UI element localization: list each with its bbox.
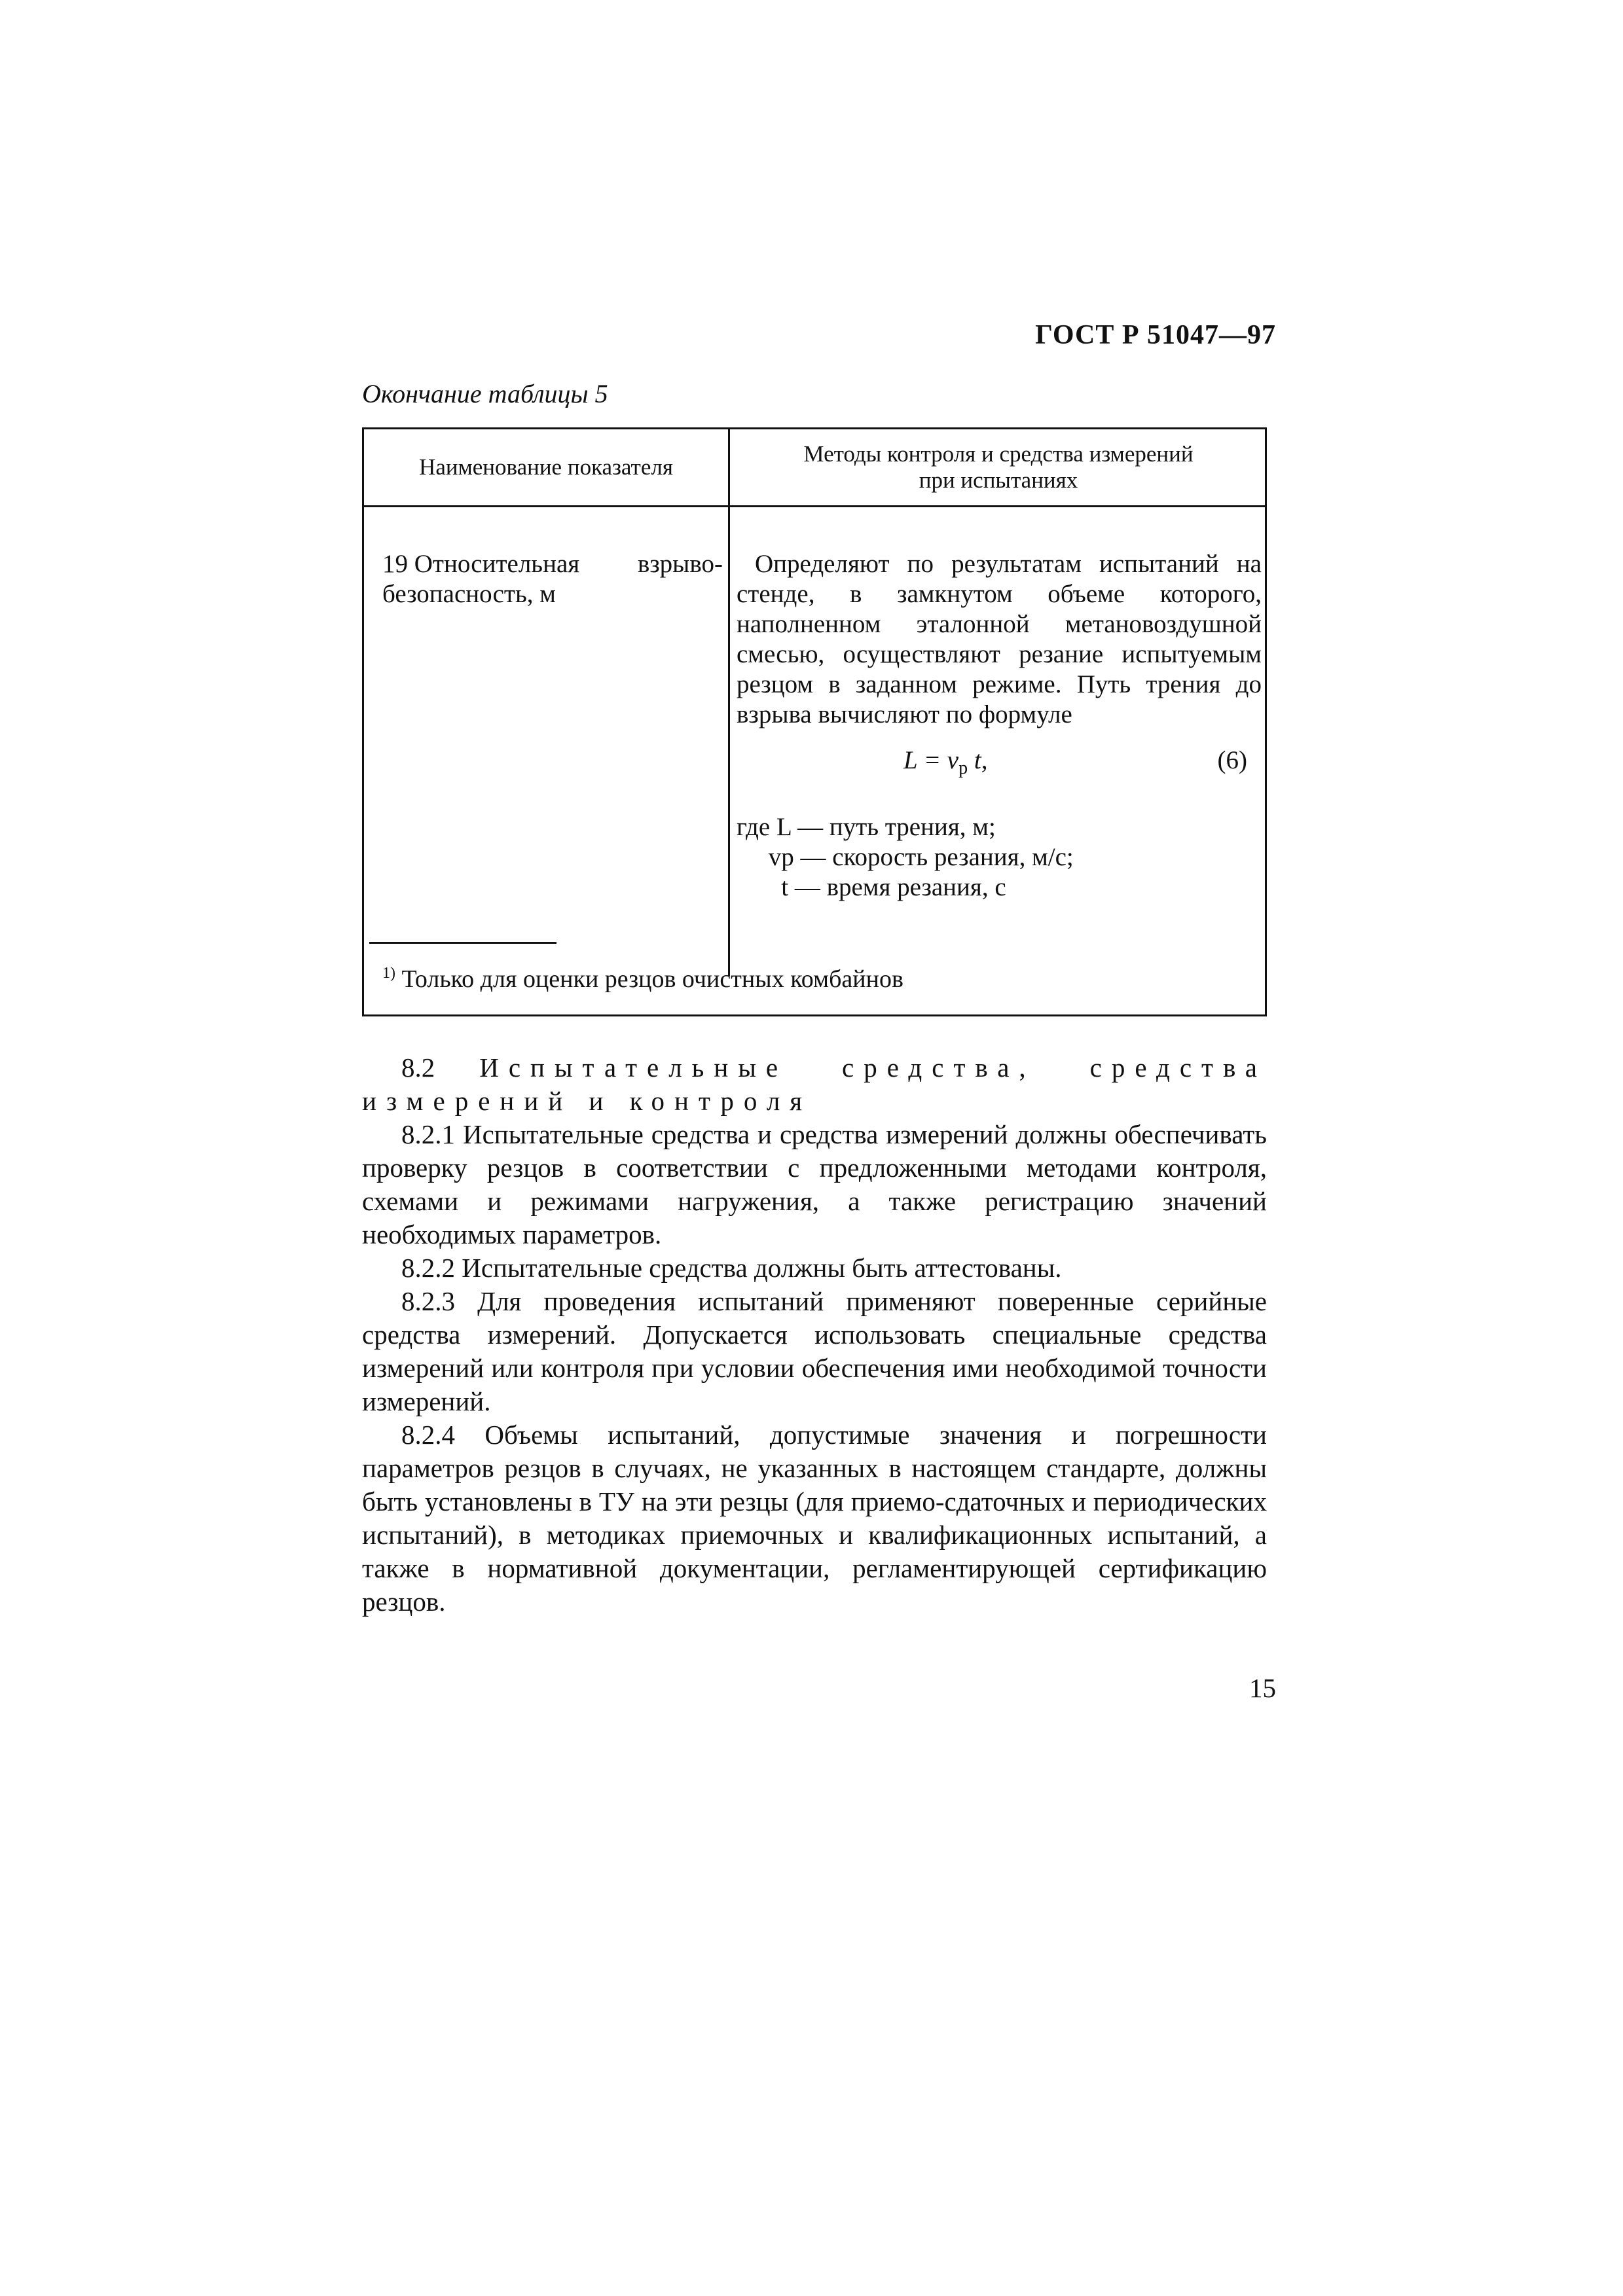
formula-left: L = v	[903, 746, 959, 774]
paragraph: 8.2.4 Объемы испытаний, допустимые значения и погрешности параметров резцов в случаях, не указанных в настоящем стандарте, должны быть установлены в ТУ на эти резцы (для приемо-сдаточных и периодических испытаний), в методиках приемочных и квалификационных испытаний, а также в нормативной документации, регламентирующей сертификацию резцов.	[362, 1420, 1267, 1617]
standard-designation: ГОСТ Р 51047—97	[1035, 320, 1276, 350]
method-cell	[737, 549, 1262, 903]
indicator-name-part1: 19 Относительная	[382, 550, 580, 578]
footnote	[382, 958, 903, 994]
header-divider	[364, 505, 1265, 507]
footnote-text: Только для оценки резцов очистных комбайнов	[401, 965, 903, 993]
indicator-name-line2: безопасность, м	[382, 580, 556, 608]
footnote-rule	[369, 942, 556, 944]
paragraph: 8.2.3 Для проведения испытаний применяют поверенные серийные средства измерений. Допускается использовать специальные средства измерений или контроля при условии обеспечения ими необходимой точности измерений.	[362, 1286, 1267, 1416]
column-header-methods-text: Методы контроля и средства измерений при испытаниях	[803, 441, 1194, 493]
formula-subscript: р	[958, 758, 968, 778]
page-number: 15	[1249, 1673, 1276, 1703]
method-text: Определяют по результатам испытаний на стенде, в замкнутом объеме которого, наполненном эталонной метановоздушной смесью, осуществляют резание испытуемым резцом в заданном режиме. Путь трения до взрыва вычисляют по формуле	[737, 550, 1262, 728]
section-8-2	[362, 1051, 1267, 1619]
column-header-indicator: Наименование показателя	[419, 454, 673, 480]
section-number: 8.2	[401, 1052, 435, 1083]
table-caption: Окончание таблицы 5	[362, 379, 608, 408]
formula-number: (6)	[1217, 746, 1247, 774]
indicator-cell	[382, 549, 723, 609]
section-heading	[362, 1051, 1267, 1118]
column-header-methods	[730, 429, 1267, 505]
legend-line: где L — путь трения, м;	[737, 813, 996, 841]
section-title: Испытательные средства, средства измерений и контроля	[362, 1052, 1267, 1116]
formula-right: t,	[968, 746, 988, 774]
paragraph: 8.2.1 Испытательные средства и средства измерений должны обеспечивать проверку резцов в соответствии с предложенными методами контроля, схемами и режимами нагружения, а также регистрацию значений необходимых параметров.	[362, 1119, 1267, 1249]
formula-expression	[903, 745, 987, 783]
formula-legend	[737, 812, 1262, 903]
column-divider	[728, 507, 730, 976]
paragraph: 8.2.2 Испытательные средства должны быть аттестованы.	[401, 1253, 1062, 1283]
indicator-name-part2: взрыво-	[637, 550, 723, 578]
formula-6	[737, 745, 1262, 782]
legend-line: vр — скорость резания, м/с;	[737, 843, 1074, 871]
legend-line: t — время резания, с	[737, 873, 1006, 901]
footnote-mark: 1)	[382, 965, 395, 982]
table-5-end	[362, 427, 1267, 1016]
